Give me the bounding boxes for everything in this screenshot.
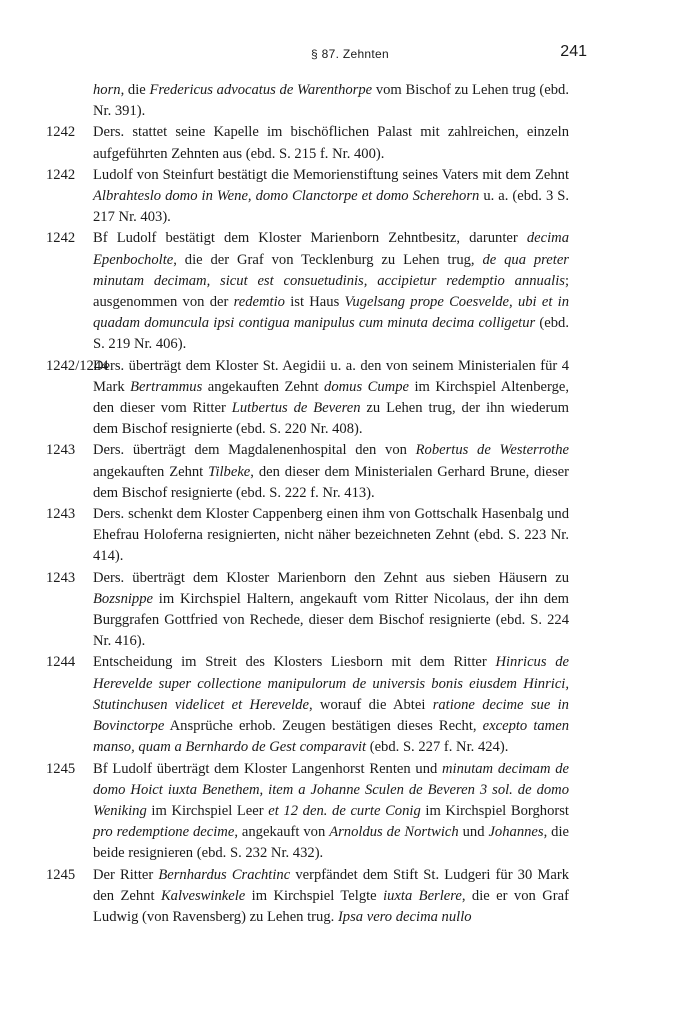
text-run: angekauften Zehnt bbox=[93, 463, 209, 480]
latin-quote: et 12 den. de curte Conig bbox=[268, 802, 421, 819]
entry-text bbox=[93, 80, 569, 122]
text-run: im Kirchspiel Altenberge, den dieser vom Ritter bbox=[93, 378, 570, 417]
chronicle-entry bbox=[0, 568, 700, 653]
latin-quote: Ipsa vero decima nullo bbox=[337, 908, 472, 925]
text-run: zu Lehen trug, der ihn wiederum dem Bischof resignierte (ebd. S. 220 Nr. 408). bbox=[93, 400, 569, 438]
entry-text bbox=[93, 759, 569, 865]
text-run: Ders. stattet seine Kapelle im bischöflichen Palast mit zahlreichen, einzeln aufgeführten Zehnten aus (ebd. S. 215 f. Nr. 400). bbox=[93, 124, 569, 162]
text-run: Ders. überträgt dem Kloster Marienborn den Zehnt aus sieben Häusern zu bbox=[93, 569, 569, 586]
latin-quote: Fredericus advocatus de Warenthorpe bbox=[149, 82, 373, 98]
text-run: , die bbox=[120, 82, 150, 98]
chronicle-entry bbox=[0, 652, 700, 758]
latin-quote: domus Cumpe bbox=[324, 378, 409, 395]
chronicle-entry bbox=[0, 356, 700, 441]
entry-list bbox=[0, 80, 700, 928]
text-run: Ludolf von Steinfurt bestätigt die Memorienstiftung seines Vaters mit dem Zehnt bbox=[93, 166, 569, 183]
page-header bbox=[0, 42, 700, 64]
latin-quote: Tilbeke bbox=[208, 463, 251, 480]
entry-year: 1245 bbox=[46, 866, 76, 883]
latin-quote: Bertrammus bbox=[130, 378, 203, 395]
latin-quote: Bozsnippe bbox=[93, 590, 153, 607]
text-run: , worauf die Abtei bbox=[308, 696, 433, 713]
text-run: , angekauft von bbox=[234, 824, 330, 841]
text-run: Bf Ludolf überträgt dem Kloster Langenhorst Renten und bbox=[93, 760, 443, 777]
text-run: Ders. überträgt dem Magdalenenhospital den von bbox=[93, 442, 416, 459]
running-title: § 87. Zehnten bbox=[311, 47, 389, 61]
entry-text bbox=[93, 122, 569, 164]
chronicle-entry bbox=[0, 80, 700, 122]
text-run: , den dieser dem Ministerialen Gerhard Brune, dieser dem Bischof resignierte (ebd. S. 222 f. Nr. 413). bbox=[93, 463, 569, 501]
latin-quote: pro redemptione decime bbox=[93, 824, 235, 841]
text-run: (ebd. S. 227 f. Nr. 424). bbox=[366, 739, 509, 756]
chronicle-entry bbox=[0, 504, 700, 568]
latin-quote: horn bbox=[93, 82, 121, 98]
entry-year: 1244 bbox=[46, 654, 76, 671]
entry-text bbox=[93, 652, 569, 758]
entry-year: 1245 bbox=[46, 760, 76, 777]
chronicle-entry bbox=[0, 440, 700, 504]
chronicle-entry bbox=[0, 122, 700, 164]
text-run: im Kirchspiel Telgte bbox=[245, 887, 384, 904]
latin-quote: Hinricus de Herevelde super collectione manipulorum de universis bonis eiusdem Hinrici, Stutinchusen videlicet et Herevelde bbox=[93, 654, 569, 713]
page-number: 241 bbox=[560, 43, 587, 60]
chronicle-entry bbox=[0, 165, 700, 229]
latin-quote: iuxta Berlere bbox=[383, 887, 462, 904]
text-run: Entscheidung im Streit des Klosters Liesborn mit dem Ritter bbox=[93, 654, 496, 671]
text-run: angekauften Zehnt bbox=[202, 378, 325, 395]
entry-year: 1242 bbox=[46, 230, 76, 247]
latin-quote: Kalveswinkele bbox=[160, 887, 246, 904]
latin-quote: Lutbertus de Beveren bbox=[231, 400, 361, 417]
text-run: im Kirchspiel Leer bbox=[146, 802, 269, 819]
entry-year: 1243 bbox=[46, 506, 76, 523]
latin-quote: Bernhardus Crachtinc bbox=[158, 866, 291, 883]
chronicle-entry bbox=[0, 865, 700, 929]
latin-quote: redemtio bbox=[233, 294, 285, 311]
entry-year: 1242 bbox=[46, 166, 76, 183]
latin-quote: Albrahteslo domo in Wene, domo Clanctorpe et domo Scherehorn bbox=[93, 188, 480, 205]
text-run: , die der Graf von Tecklenburg zu Lehen trug, bbox=[173, 251, 483, 268]
latin-quote: ratione decime sue in Bovinctorpe bbox=[93, 696, 569, 735]
latin-quote: minutam decimam de domo Hoict iuxta Benethem, item a Johanne Sculen de Beveren 3 sol. de domo Weniking bbox=[93, 760, 569, 819]
text-run: Der Ritter bbox=[93, 866, 159, 883]
chronicle-entry bbox=[0, 759, 700, 865]
text-run: u. a. (ebd. 3 S. 217 Nr. 403). bbox=[93, 188, 569, 226]
text-run: (ebd. S. 219 Nr. 406). bbox=[93, 315, 569, 353]
text-run: und bbox=[458, 824, 489, 841]
entry-text bbox=[93, 865, 569, 929]
entry-year: 1243 bbox=[46, 442, 76, 459]
latin-quote: decima Epenbocholte bbox=[93, 230, 569, 268]
text-run: , die beide resignieren (ebd. S. 232 Nr. 432). bbox=[93, 824, 569, 862]
chronicle-entry bbox=[0, 228, 700, 355]
text-run: ist Haus bbox=[284, 294, 345, 311]
latin-quote: Johannes bbox=[488, 824, 544, 841]
text-run: verpfändet dem Stift St. Ludgeri für 30 Mark den Zehnt bbox=[93, 866, 569, 904]
text-run: im Kirchspiel Borghorst bbox=[420, 802, 569, 819]
latin-quote: Arnoldus de Nortwich bbox=[329, 824, 459, 841]
text-run: ; ausgenommen von der bbox=[93, 272, 569, 311]
text-run: Ansprüche erhob. Zeugen bestätigen dieses Recht, bbox=[164, 718, 483, 735]
text-run: Bf Ludolf bestätigt dem Kloster Marienborn Zehntbesitz, darunter bbox=[93, 230, 527, 247]
latin-quote: Vugelsang prope Coesvelde, ubi et in quadam domuncula ipsi contigua manipulus cum minuta decima colligetur bbox=[93, 294, 569, 332]
latin-quote: Robertus de Westerrothe bbox=[415, 442, 569, 459]
entry-year: 1242 bbox=[46, 124, 76, 141]
entry-year: 1242/1244 bbox=[46, 357, 109, 374]
text-run: im Kirchspiel Haltern, angekauft vom Ritter Nicolaus, der ihn dem Burggrafen Gottfried von Rechede, dieser dem Bischof resignierte (ebd. S. 224 Nr. 416). bbox=[93, 590, 569, 650]
text-run: , die er von Graf Ludwig (von Ravensberg) zu Lehen trug. bbox=[93, 887, 569, 925]
text-run: vom Bischof zu Lehen trug (ebd. Nr. 391). bbox=[93, 82, 570, 120]
entry-text bbox=[93, 568, 569, 653]
entry-text bbox=[93, 228, 569, 355]
entry-text bbox=[93, 504, 569, 568]
entry-year: 1243 bbox=[46, 569, 76, 586]
entry-text bbox=[93, 356, 569, 441]
entry-text bbox=[93, 165, 569, 229]
entry-text bbox=[93, 440, 569, 504]
latin-quote: de qua preter minutam decimam, sicut est consuetudinis, accipietur redemptio annualis bbox=[93, 251, 569, 289]
text-run: Ders. überträgt dem Kloster St. Aegidii u. a. den von seinem Ministerialen für 4 Mark bbox=[93, 357, 569, 395]
text-run: Ders. schenkt dem Kloster Cappenberg einen ihm von Gottschalk Hasenbalg und Ehefrau Holoferna resignierten, nicht näher bezeichneten Zehnt (ebd. S. 223 Nr. 414). bbox=[93, 506, 569, 565]
latin-quote: excepto tamen manso, quam a Bernhardo de Gest comparavit bbox=[93, 718, 569, 756]
